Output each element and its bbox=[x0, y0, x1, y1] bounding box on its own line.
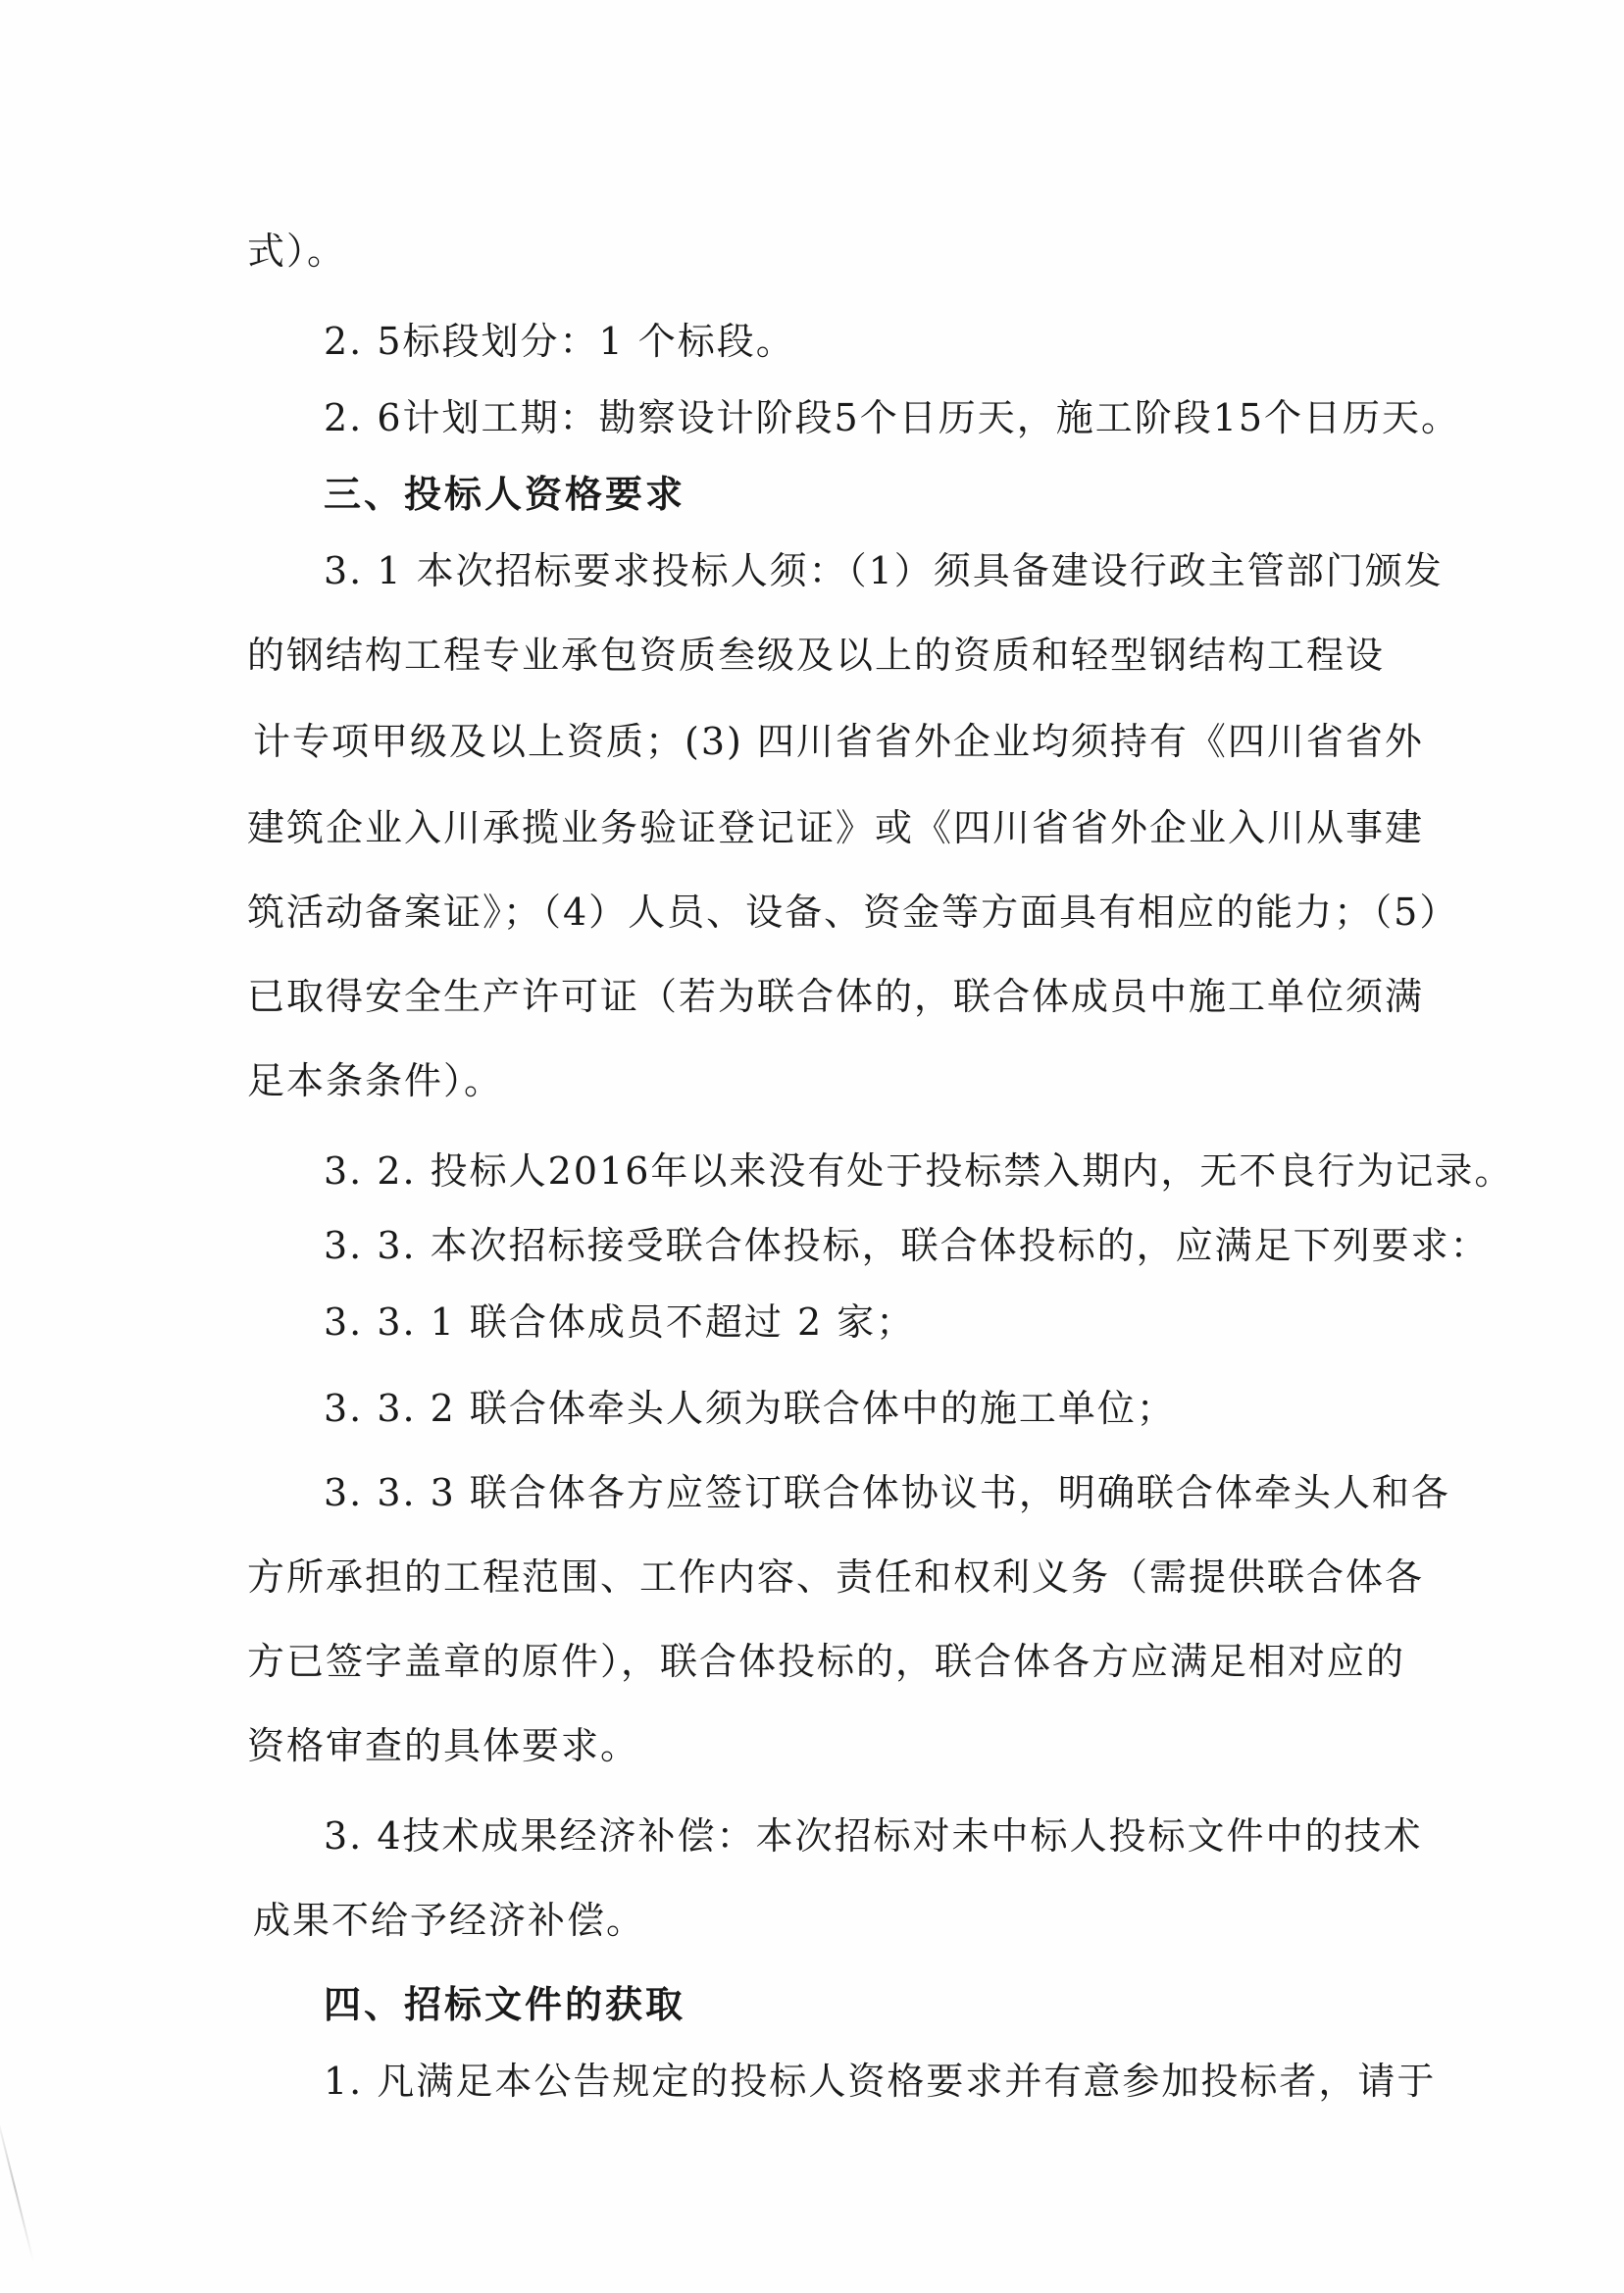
text-line-12: 3. 2. 投标人2016年以来没有处于投标禁入期内，无不良行为记录。 bbox=[324, 1149, 1514, 1193]
text-line-9: 筑活动备案证》；（4）人员、设备、资金等方面具有相应的能力；（5） bbox=[247, 891, 1459, 934]
text-line-6: 的钢结构工程专业承包资质叁级及以上的资质和轻型钢结构工程设 bbox=[247, 634, 1386, 677]
text-line-19: 资格审查的具体要求。 bbox=[247, 1724, 640, 1767]
section-heading-3: 三、投标人资格要求 bbox=[324, 473, 686, 516]
text-line-21: 成果不给予经济补偿。 bbox=[253, 1899, 646, 1942]
text-line-13: 3. 3. 本次招标接受联合体投标，联合体投标的，应满足下列要求： bbox=[324, 1224, 1490, 1267]
text-line-15: 3. 3. 2 联合体牵头人须为联合体中的施工单位； bbox=[324, 1387, 1176, 1430]
text-line-17: 方所承担的工程范围、工作内容、责任和权利义务（需提供联合体各 bbox=[247, 1555, 1425, 1599]
text-line-23: 1. 凡满足本公告规定的投标人资格要求并有意参加投标者，请于 bbox=[324, 2060, 1437, 2103]
text-line-5: 3. 1 本次招标要求投标人须：（1）须具备建设行政主管部门颁发 bbox=[324, 549, 1444, 592]
text-line-8: 建筑企业入川承揽业务验证登记证》或《四川省省外企业入川从事建 bbox=[247, 806, 1425, 849]
text-line-11: 足本条条件）。 bbox=[247, 1059, 504, 1102]
text-line-20: 3. 4技术成果经济补偿：本次招标对未中标人投标文件中的技术 bbox=[324, 1814, 1423, 1858]
scan-edge-mark bbox=[0, 2111, 34, 2264]
text-line-10: 已取得安全生产许可证（若为联合体的，联合体成员中施工单位须满 bbox=[247, 975, 1425, 1018]
text-line-18: 方已签字盖章的原件），联合体投标的，联合体各方应满足相对应的 bbox=[247, 1640, 1406, 1683]
text-line-7: 计专项甲级及以上资质；(3) 四川省省外企业均须持有《四川省省外 bbox=[253, 720, 1424, 763]
text-line-14: 3. 3. 1 联合体成员不超过 2 家； bbox=[324, 1300, 916, 1344]
text-line-3: 2. 6计划工期：勘察设计阶段5个日历天，施工阶段15个日历天。 bbox=[324, 396, 1461, 439]
text-line-1: 式）。 bbox=[247, 229, 347, 273]
section-heading-4: 四、招标文件的获取 bbox=[324, 1983, 686, 2026]
text-line-2: 2. 5标段划分：1 个标段。 bbox=[324, 320, 795, 363]
text-line-16: 3. 3. 3 联合体各方应签订联合体协议书，明确联合体牵头人和各 bbox=[324, 1471, 1450, 1514]
